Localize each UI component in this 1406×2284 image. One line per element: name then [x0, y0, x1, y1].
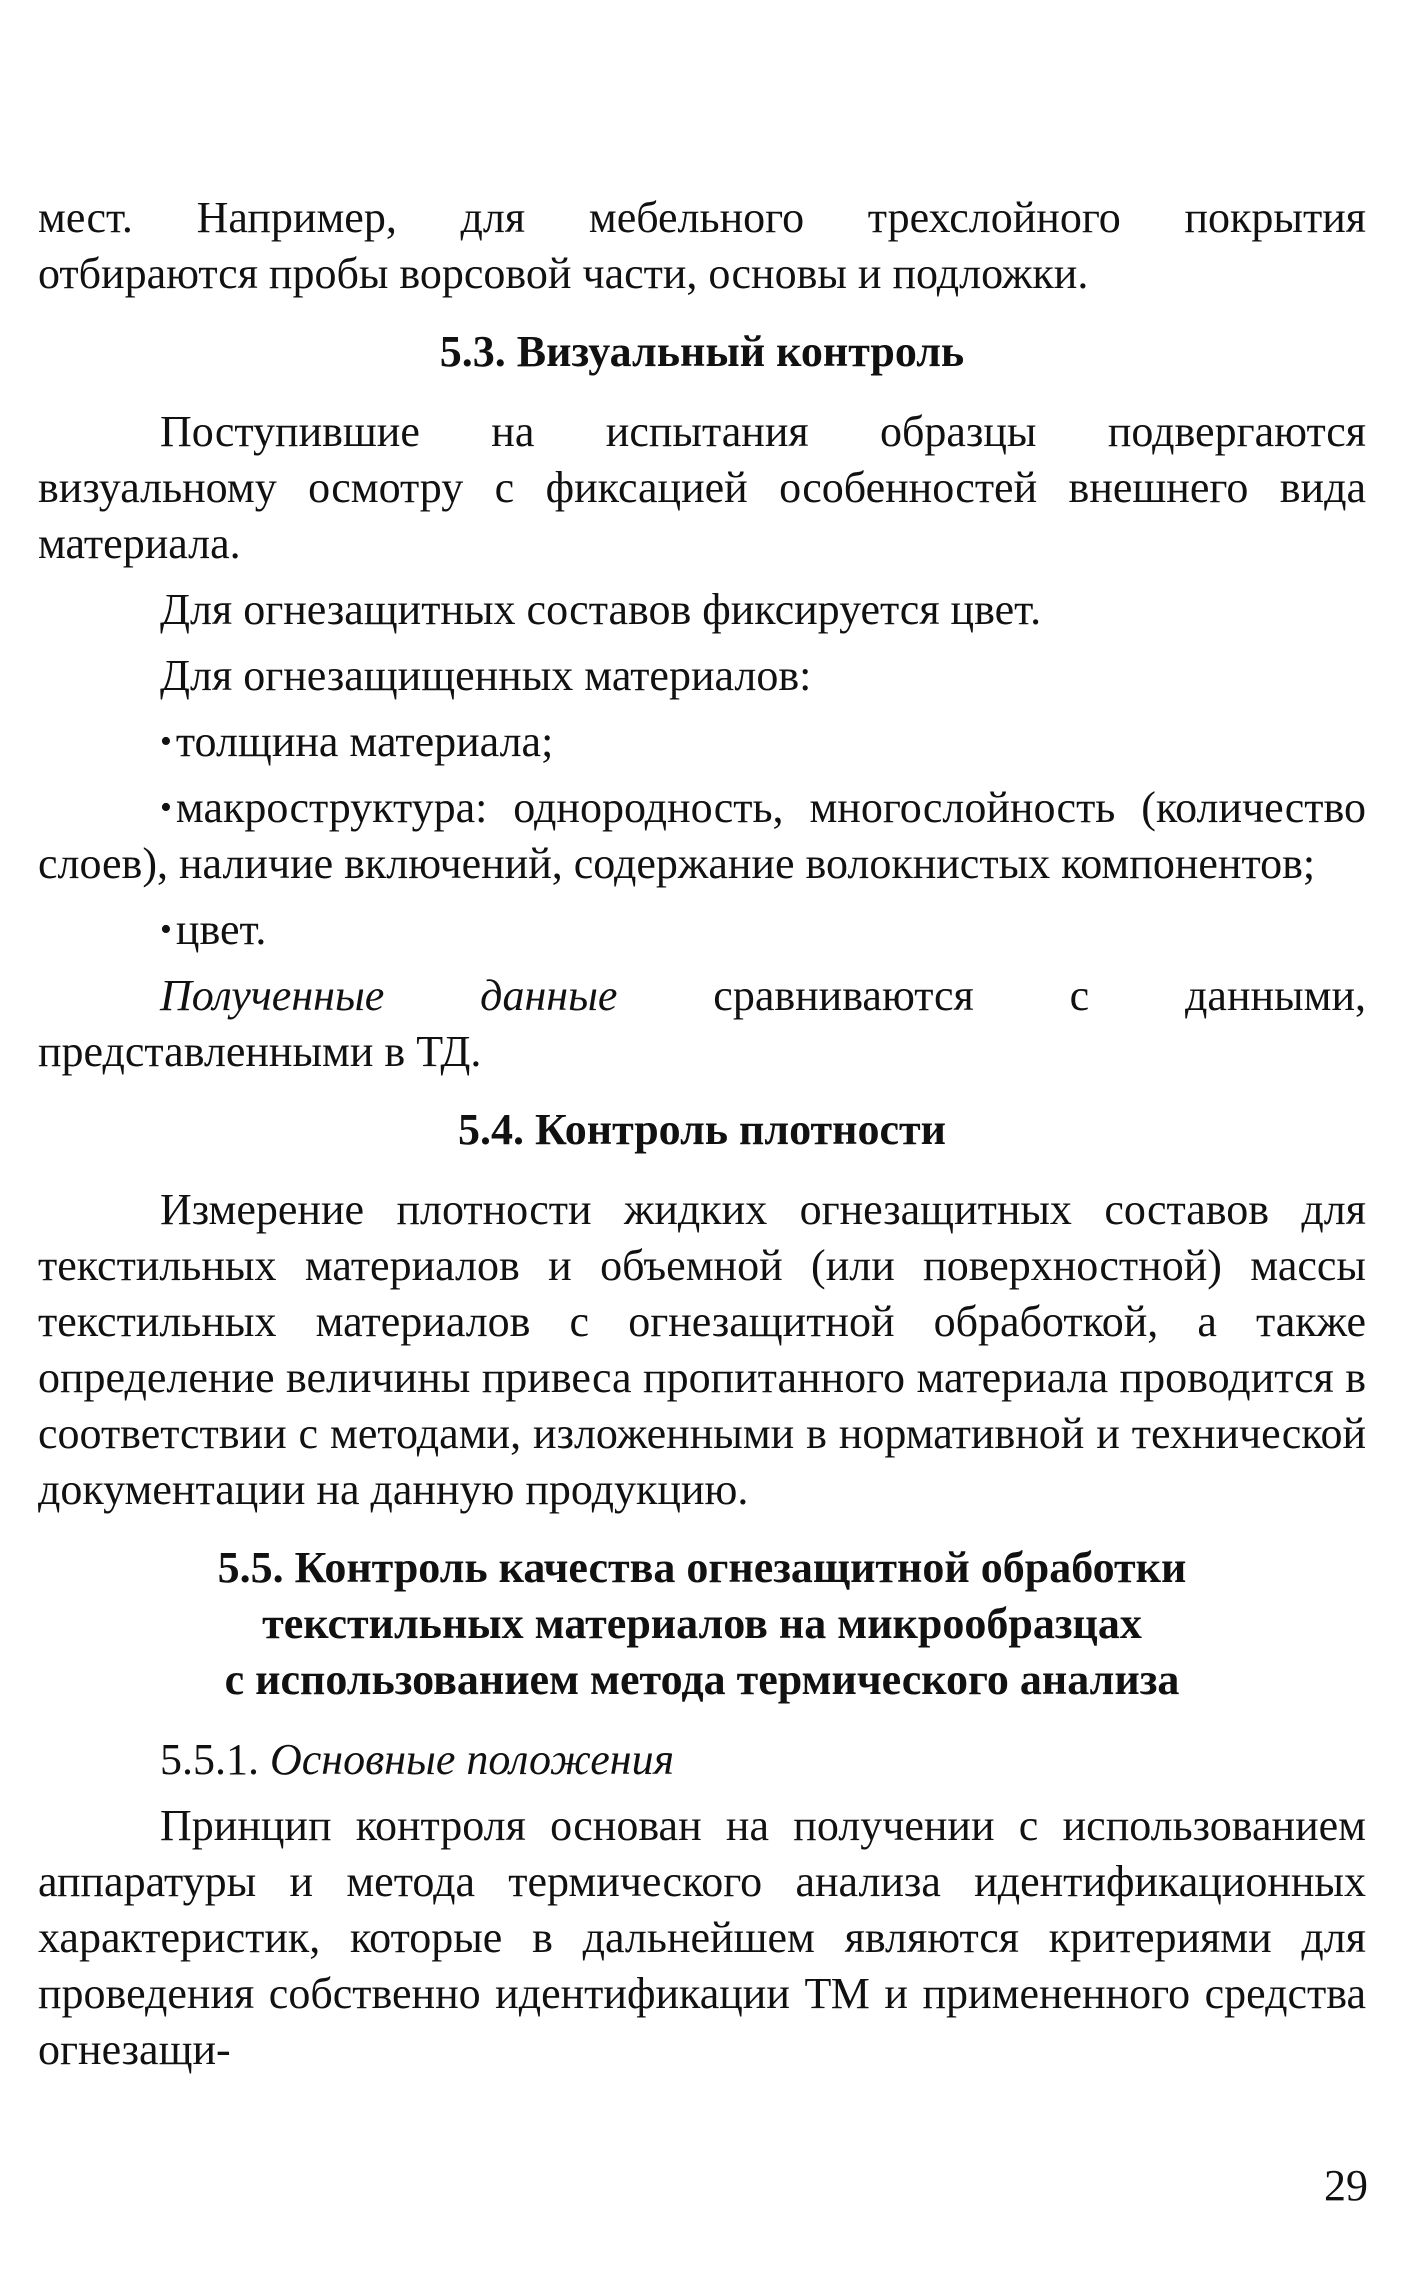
subheading-number: 5.5.1.	[160, 1735, 259, 1784]
paragraph-control-principle: Принцип контроля основан на получении с использованием аппаратуры и метода термического анализа идентификационных характеристик, которые в дальнейшем являются критериями для проведения собственно идентификации ТМ и примененного средства огнезащи-	[38, 1801, 1366, 2074]
page-number: 29	[1324, 2161, 1368, 2210]
bullet-item-macrostructure	[38, 780, 1366, 892]
bullet-icon: •	[160, 723, 172, 760]
document-page	[38, 190, 1366, 2078]
heading-5-4: 5.4. Контроль плотности	[458, 1105, 946, 1154]
heading-5-3: 5.3. Визуальный контроль	[439, 327, 965, 376]
paragraph-materials-intro: Для огнезащищенных материалов:	[160, 651, 812, 700]
bullet-icon: •	[160, 911, 172, 948]
heading-5-5-line-3: с использованием метода термического анализа	[224, 1655, 1180, 1704]
results-rest: сравниваются с данными, представленными в ТД.	[38, 971, 1367, 1076]
intro-line-2: отбираются пробы ворсовой части, основы и подложки.	[38, 249, 1089, 298]
paragraph-visual-inspection: Поступившие на испытания образцы подвергаются визуальному осмотру с фиксацией особенностей внешнего вида материала.	[38, 407, 1366, 568]
results-italic-phrase: Полученные данные	[160, 971, 618, 1020]
subheading-title: Основные положения	[270, 1735, 675, 1784]
intro-line-1: мест. Например, для мебельного трехслойного покрытия	[38, 193, 1366, 242]
bullet-item-thickness	[38, 714, 1366, 770]
bullet-item-color	[38, 902, 1366, 958]
bullet-text: толщина материала;	[175, 717, 554, 766]
bullet-text: макроструктура: однородность, многослойность (количество слоев), наличие включений, содержание волокнистых компонентов;	[38, 783, 1366, 888]
bullet-icon: •	[160, 789, 172, 826]
paragraph-density-control: Измерение плотности жидких огнезащитных составов для текстильных материалов и объемной (или поверхностной) массы текстильных материалов с огнезащитной обработкой, а также определение величины привеса пропитанного материала проводится в соответствии с методами, изложенными в нормативной и технической документации на данную продукцию.	[38, 1185, 1366, 1514]
bullet-text: цвет.	[175, 905, 267, 954]
heading-5-5-line-2: текстильных материалов на микрообразцах	[262, 1599, 1142, 1648]
paragraph-results-comparison	[38, 968, 1366, 1080]
subheading-5-5-1	[38, 1732, 1366, 1788]
heading-5-5-line-1: 5.5. Контроль качества огнезащитной обработки	[217, 1543, 1187, 1592]
paragraph-fire-retardant-color: Для огнезащитных составов фиксируется цвет.	[160, 585, 1042, 634]
